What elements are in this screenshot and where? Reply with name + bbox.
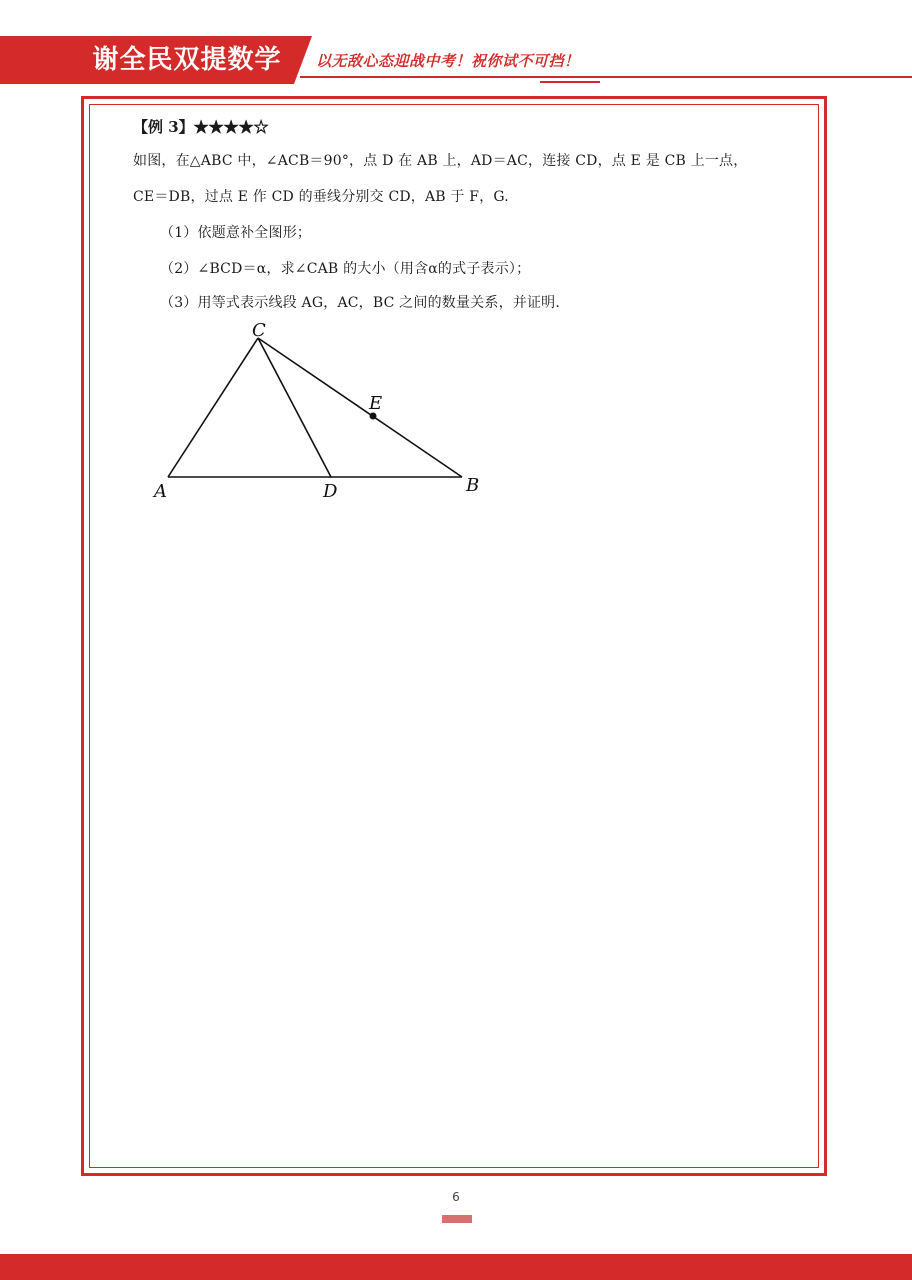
label-b: B [466,475,480,496]
problem-part-2: （2）∠BCD＝α，求∠CAB 的大小（用含α的式子表示）； [160,261,531,277]
problem-part-1: （1）依题意补全图形； [160,225,312,241]
problem-part-3: （3）用等式表示线段 AG，AC，BC 之间的数量关系，并证明. [160,295,561,311]
triangle-figure [140,315,500,505]
label-c: C [252,320,266,341]
segment-ac [168,338,258,477]
footer-red-bar [0,1254,912,1280]
problem-statement-line-2: CE＝DB，过点 E 作 CD 的垂线分别交 CD，AB 于 F，G. [133,189,509,205]
header-red-bar [0,36,80,84]
segment-cb [258,338,462,477]
label-d: D [323,481,338,502]
page-number: 6 [452,1190,460,1204]
label-a: A [154,481,167,502]
header-rule [300,76,912,78]
segment-cd [258,338,331,477]
header-brand: 谢全民双提数学 [80,36,294,84]
example-title: 【例 3】★★★★☆ [133,118,269,136]
page-number-tab [442,1215,472,1223]
label-e: E [369,393,383,414]
header-slogan: 以无敌心态迎战中考！祝你试不可挡！ [316,52,580,70]
header-rule-accent [540,81,600,83]
problem-statement-line-1: 如图，在△ABC 中，∠ACB＝90°，点 D 在 AB 上，AD＝AC，连接 CD，点 E 是 CB 上一点， [133,153,748,169]
